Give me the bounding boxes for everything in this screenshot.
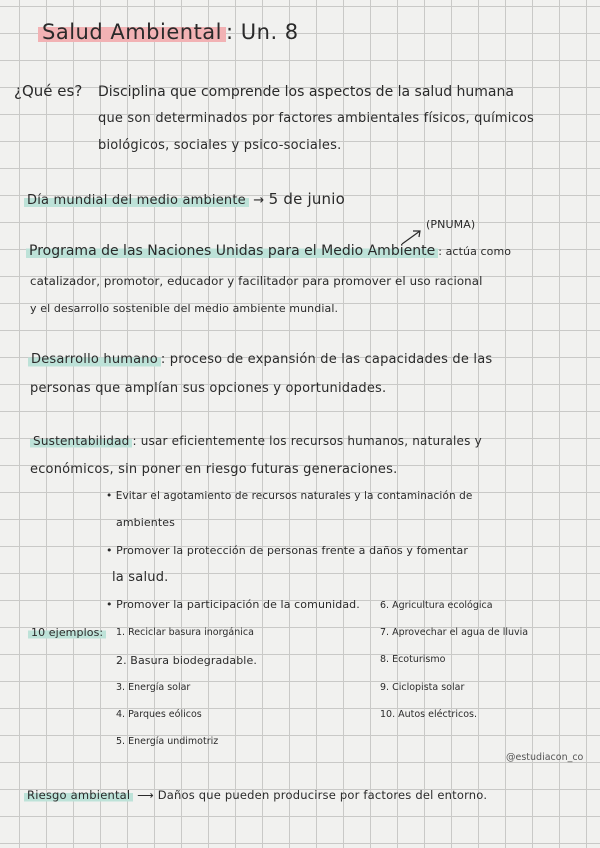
- sustentabilidad-line-2: económicos, sin poner en riesgo futuras generaciones.: [30, 462, 398, 477]
- ejemplo-7: 7. Aprovechar el agua de lluvia: [380, 627, 529, 638]
- ejemplo-8: 8. Ecoturismo: [380, 654, 446, 665]
- desarrollo-label: Desarrollo humano: [28, 352, 161, 367]
- sustentabilidad-label: Sustentabilidad: [30, 434, 132, 448]
- ejemplos-label: 10 ejemplos:: [28, 626, 106, 639]
- pnuma-abbr: (PNUMA): [426, 218, 476, 231]
- ejemplo-3: 3. Energía solar: [116, 682, 191, 693]
- bullet-2-line-1: • Promover la protección de personas frente a daños y fomentar: [106, 544, 469, 557]
- bullet-1-line-2: ambientes: [116, 516, 175, 529]
- dia-mundial-arrow: →: [253, 193, 265, 208]
- pnuma-label: Programa de las Naciones Unidas para el Medio Ambiente: [26, 243, 438, 259]
- desarrollo-row: [28, 352, 492, 367]
- ejemplo-5: 5. Energía undimotriz: [116, 736, 219, 747]
- pnuma-line-3: y el desarrollo sostenible del medio ambiente mundial.: [30, 302, 339, 315]
- watermark: @estudiacon_co: [506, 752, 584, 763]
- ejemplo-9: 9. Ciclopista solar: [380, 682, 465, 693]
- bullet-2-line-2: la salud.: [112, 570, 169, 585]
- que-es-line-2: que son determinados por factores ambientales físicos, químicos: [98, 111, 535, 126]
- dia-mundial-row: [24, 190, 345, 208]
- ejemplo-1: 1. Reciclar basura inorgánica: [116, 627, 254, 638]
- ejemplo-6: 6. Agricultura ecológica: [380, 600, 493, 611]
- dia-mundial-value: 5 de junio: [268, 190, 346, 208]
- bullet-1-line-1: • Evitar el agotamiento de recursos naturales y la contaminación de: [106, 490, 473, 502]
- pnuma-line-1: : actúa como: [438, 245, 512, 258]
- unit-label: : Un. 8: [226, 20, 299, 44]
- ejemplos-label-wrap: [28, 626, 106, 639]
- desarrollo-line-1: : proceso de expansión de las capacidades de las: [160, 352, 493, 367]
- sustentabilidad-row: [30, 434, 482, 448]
- que-es-line-3: biológicos, sociales y psico-sociales.: [98, 138, 342, 153]
- que-es-line-1: Disciplina que comprende los aspectos de la salud humana: [98, 84, 514, 100]
- que-es-label: ¿Qué es?: [14, 82, 83, 100]
- pnuma-line-2: catalizador, promotor, educador y facilitador para promover el uso racional: [30, 274, 483, 288]
- desarrollo-line-2: personas que amplían sus opciones y oportunidades.: [30, 381, 387, 396]
- ejemplo-4: 4. Parques eólicos: [116, 709, 202, 720]
- riesgo-text: Daños que pueden producirse por factores del entorno.: [157, 788, 488, 802]
- sustentabilidad-line-1: : usar eficientemente los recursos humanos, naturales y: [132, 434, 482, 448]
- pnuma-row: [26, 243, 511, 259]
- bullet-3-line-1: • Promover la participación de la comunidad.: [106, 598, 360, 611]
- dia-mundial-label: Día mundial del medio ambiente: [24, 193, 249, 208]
- riesgo-arrow: ⟶: [137, 788, 154, 802]
- ejemplo-2: 2. Basura biodegradable.: [116, 654, 257, 667]
- ejemplo-10: 10. Autos eléctricos.: [380, 709, 477, 720]
- page-title: [38, 20, 299, 44]
- riesgo-label: Riesgo ambiental: [24, 788, 133, 802]
- title-highlight: Salud Ambiental: [38, 20, 226, 44]
- riesgo-row: [24, 788, 487, 802]
